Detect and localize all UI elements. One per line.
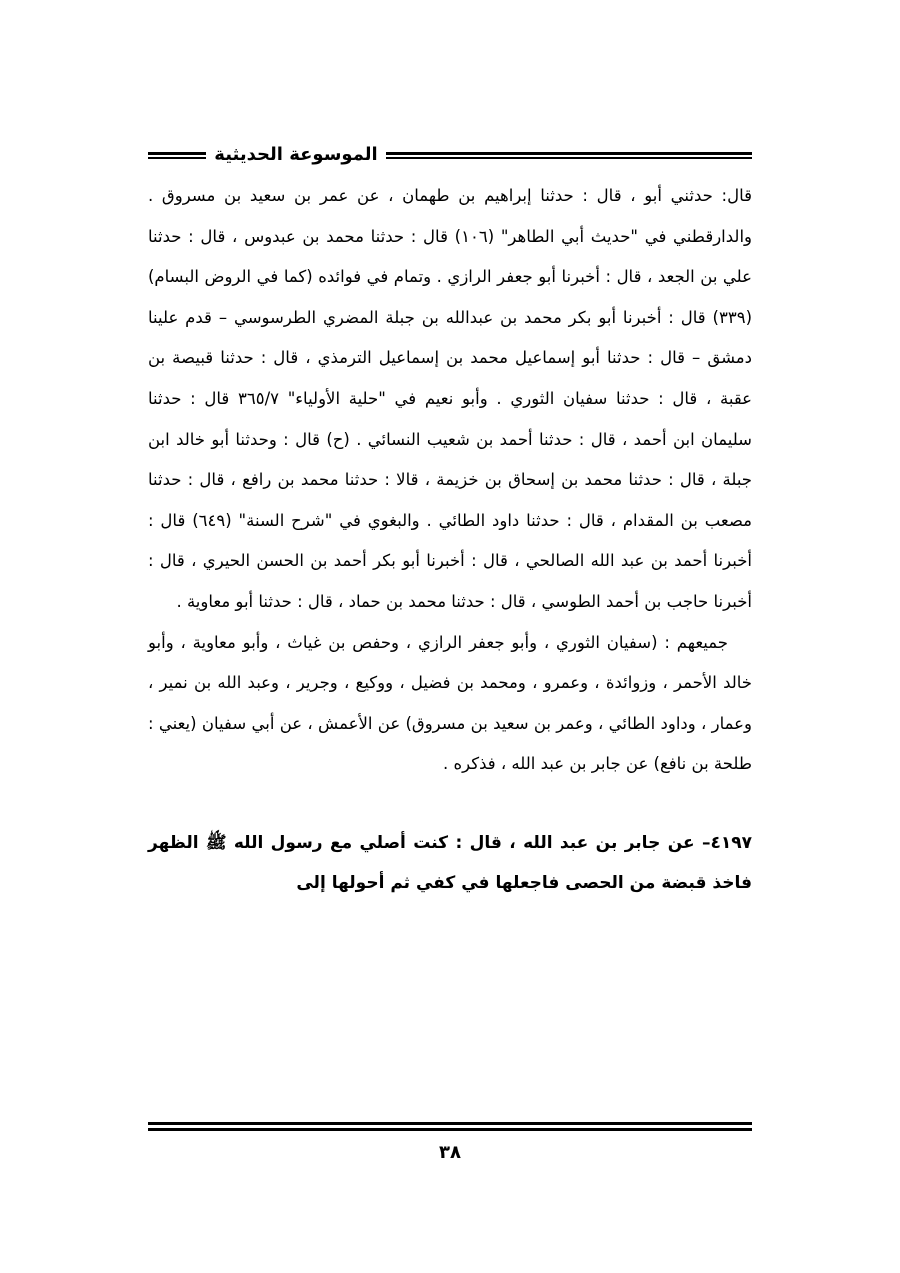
header-rule-right [386, 152, 752, 159]
paragraph-hadith-4197: ٤١٩٧– عن جابر بن عبد الله ، قال : كنت أصلي مع رسول الله ﷺ الظهر فاخذ قبضة من الحصى فاجعلها في كفي ثم أحولها إلى [148, 832, 752, 893]
header-title: الموسوعة الحديثية [214, 144, 378, 165]
paragraph-takhrij: قال: حدثني أبو ، قال : حدثنا إبراهيم بن طهمان ، عن عمر بن سعيد بن مسروق . والدارقطني في "حديث أبي الطاهر" (١٠٦) قال : حدثنا محمد بن عبدوس ، قال : حدثنا علي بن الجعد ، قال : أخبرنا أبو جعفر الرازي . وتمام في فوائده (كما في الروض البسام) (٣٣٩) قال : أخبرنا أبو بكر محمد بن عبدالله بن جبلة المضري الطرسوسي – قدم علينا دمشق – قال : حدثنا أبو إسماعيل محمد بن إسماعيل الترمذي ، قال : حدثنا قبيصة بن عقبة ، قال : حدثنا سفيان الثوري . وأبو نعيم في "حلية الأولياء" ٣٦٥/٧ قال : حدثنا سليمان ابن أحمد ، قال : حدثنا أحمد بن شعيب النسائي . (ح) قال : وحدثنا أبو خالد ابن جبلة ، قال : حدثنا محمد بن إسحاق بن خزيمة ، قالا : حدثنا محمد بن رافع ، قال : حدثنا مصعب بن المقدام ، قال : حدثنا داود الطائي . والبغوي في "شرح السنة" (٦٤٩) قال : أخبرنا أحمد بن عبد الله الصالحي ، قال : أخبرنا أبو بكر أحمد بن الحسن الحيري ، قال : أخبرنا حاجب بن أحمد الطوسي ، قال : حدثنا محمد بن حماد ، قال : حدثنا أبو معاوية . [148, 186, 753, 611]
body-text [148, 176, 752, 903]
header-rule-left [148, 152, 206, 159]
page-header [148, 138, 752, 174]
page-number: ٣٨ [439, 1142, 461, 1163]
paragraph-summary: جميعهم : (سفيان الثوري ، وأبو جعفر الرازي ، وحفص بن غياث ، وأبو معاوية ، وأبو خالد الأحمر ، وزوائدة ، وعمرو ، ومحمد بن فضيل ، ووكيع ، وجرير ، وعبد الله بن نمير ، وعمار ، وداود الطائي ، وعمر بن سعيد بن مسروق) عن الأعمش ، عن أبي سفيان (يعني : طلحة بن نافع) عن جابر بن عبد الله ، فذكره . [148, 632, 752, 774]
footer-rule [148, 1122, 752, 1131]
